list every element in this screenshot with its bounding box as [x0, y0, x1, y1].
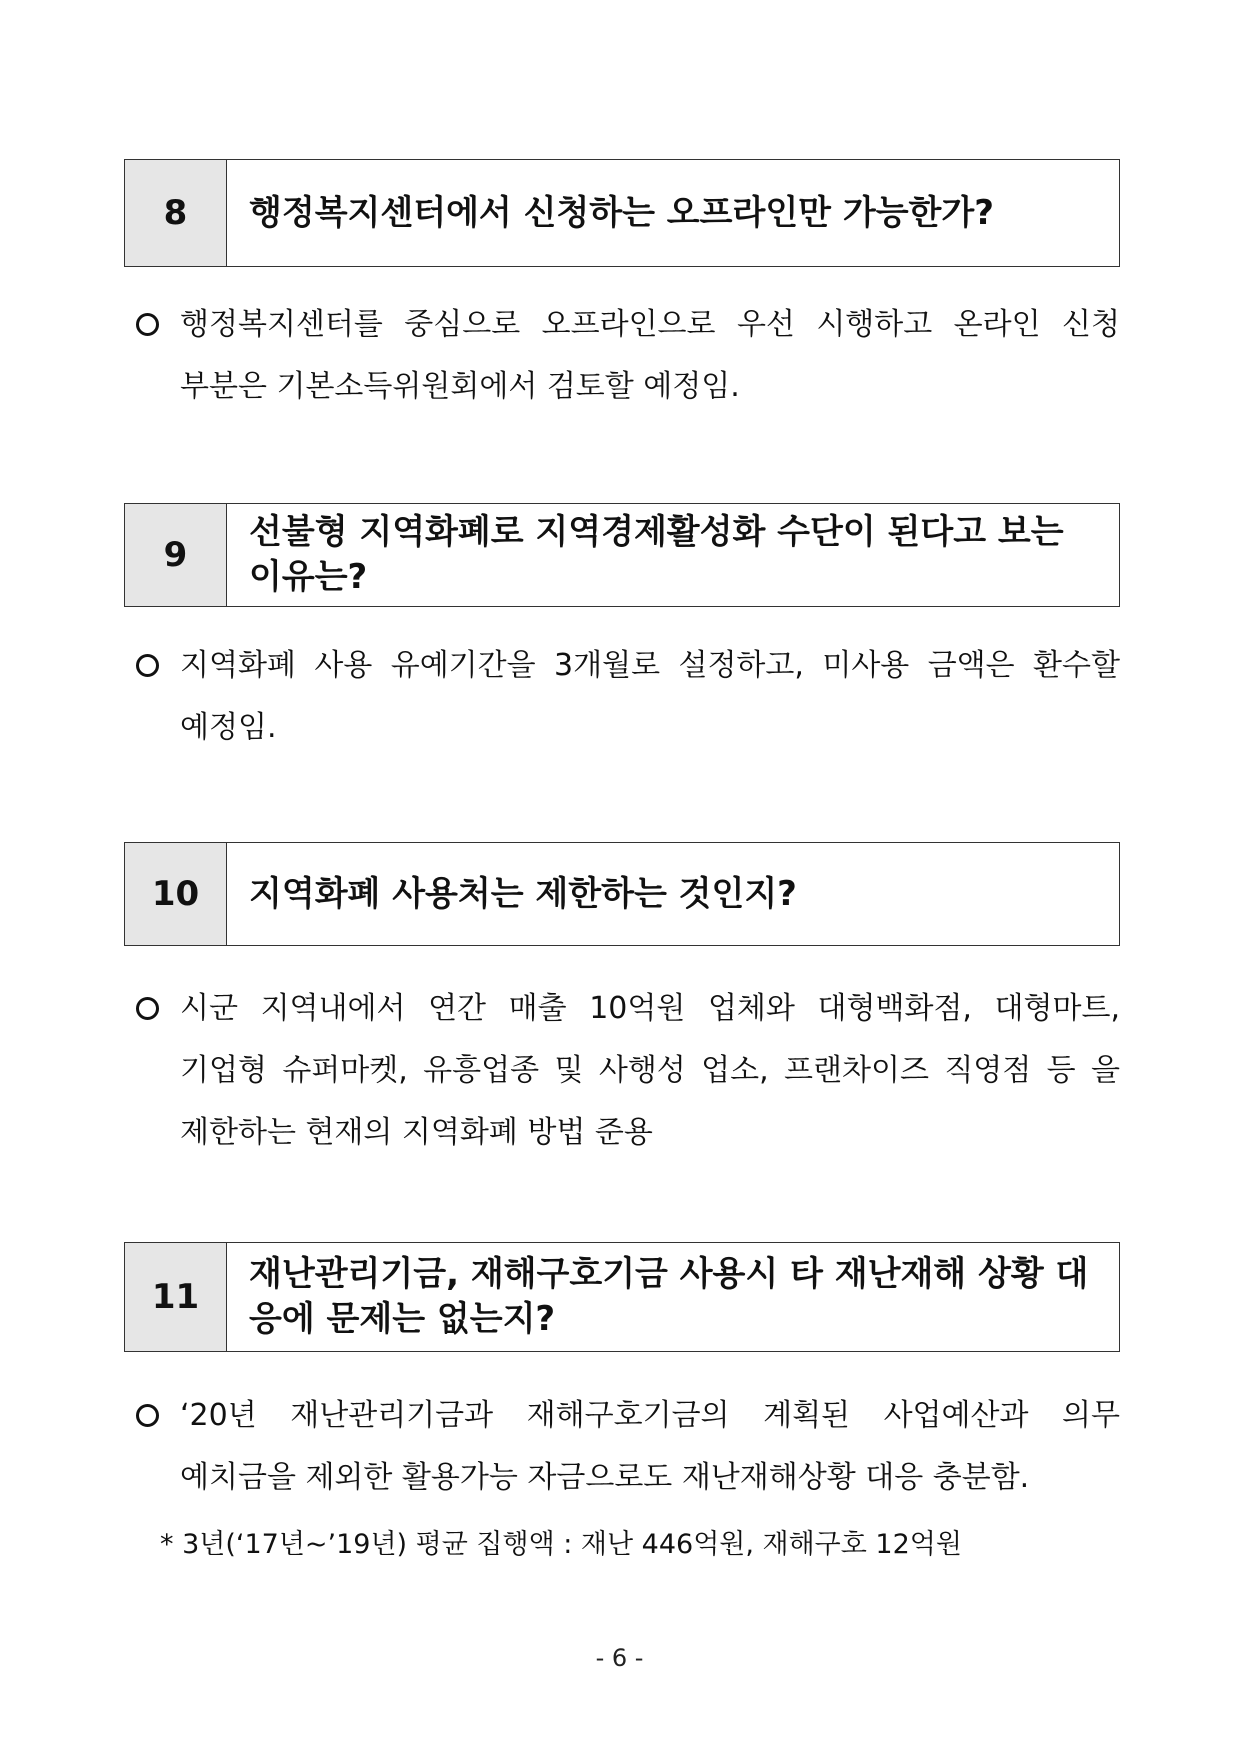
question-box-11 — [124, 1242, 1120, 1352]
circle-bullet-icon — [136, 635, 180, 759]
question-number: 9 — [125, 504, 227, 606]
question-text: 재난관리기금, 재해구호기금 사용시 타 재난재해 상황 대응에 문제는 없는지? — [249, 1254, 1089, 1339]
page-number: - 6 - — [595, 1644, 644, 1672]
answer-9 — [136, 635, 1120, 759]
question-number: 11 — [125, 1243, 227, 1351]
answer-text: 시군 지역내에서 연간 매출 10억원 업체와 대형백화점, 대형마트, 기업형 슈퍼마켓, 유흥업종 및 사행성 업소, 프랜차이즈 직영점 등 을 제한하는 현재의 지역화폐 방법 준용 — [180, 991, 1120, 1150]
answer-10 — [136, 978, 1120, 1164]
answer-8 — [136, 294, 1120, 418]
circle-bullet-icon — [136, 1385, 180, 1509]
question-box-9 — [124, 503, 1120, 607]
question-text: 지역화폐 사용처는 제한하는 것인지? — [249, 873, 797, 914]
question-text: 행정복지센터에서 신청하는 오프라인만 가능한가? — [249, 192, 994, 233]
circle-bullet-icon — [136, 978, 180, 1164]
answer-11 — [136, 1385, 1120, 1509]
question-box-8 — [124, 159, 1120, 267]
question-text: 선불형 지역화폐로 지역경제활성화 수단이 된다고 보는 이유는? — [249, 512, 1064, 597]
answer-text: 지역화폐 사용 유예기간을 3개월로 설정하고, 미사용 금액은 환수할 예정임. — [180, 648, 1120, 745]
question-number: 8 — [125, 160, 227, 266]
footnote: * 3년(‘17년~’19년) 평균 집행액 : 재난 446억원, 재해구호 12억원 — [160, 1529, 962, 1560]
circle-bullet-icon — [136, 294, 180, 418]
question-box-10 — [124, 842, 1120, 946]
question-number: 10 — [125, 843, 227, 945]
answer-text: ‘20년 재난관리기금과 재해구호기금의 계획된 사업예산과 의무 예치금을 제외한 활용가능 자금으로도 재난재해상황 대응 충분함. — [180, 1398, 1120, 1495]
answer-text: 행정복지센터를 중심으로 오프라인으로 우선 시행하고 온라인 신청 부분은 기본소득위원회에서 검토할 예정임. — [180, 307, 1120, 404]
